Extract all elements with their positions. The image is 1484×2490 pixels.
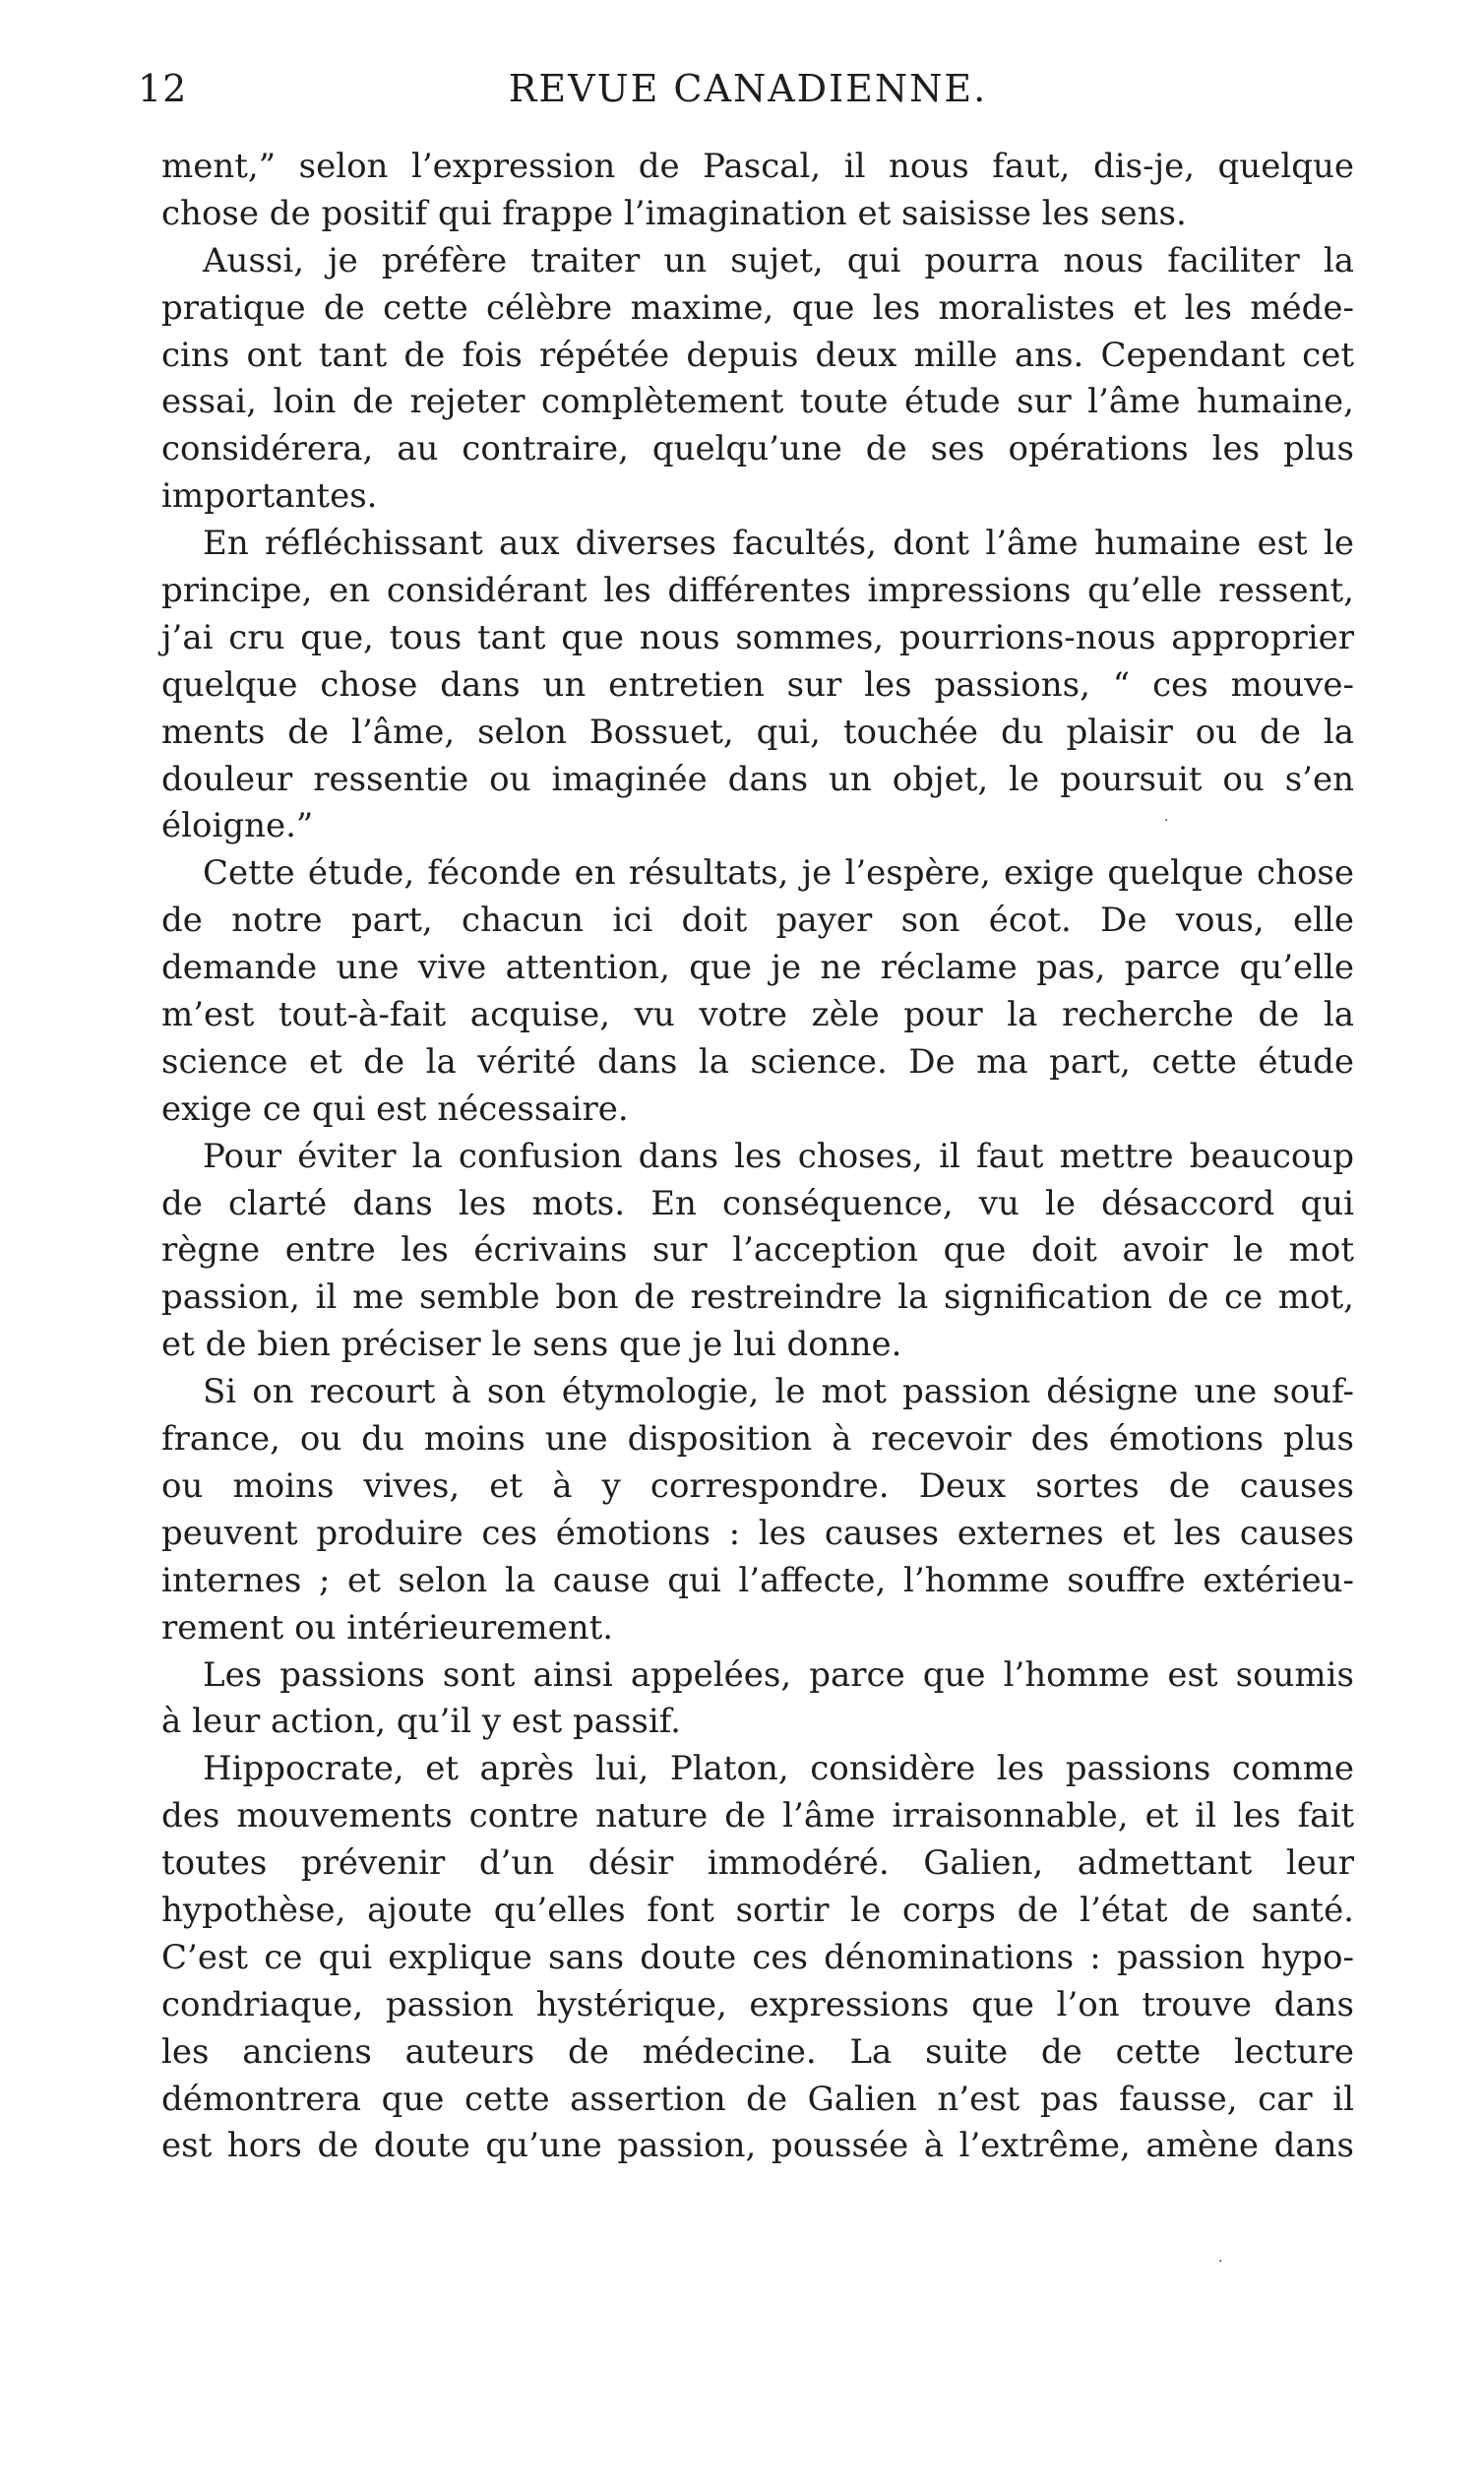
text-line: Cette étude, féconde en résultats, je l’espère, exige quelque chose (203, 853, 1354, 894)
paragraph (161, 1652, 1354, 1747)
text-line: ou moins vives, et à y correspondre. Deux sortes de causes (161, 1465, 1354, 1506)
text-line: de notre part, chacun ici doit payer son écot. De vous, elle (161, 901, 1354, 941)
text-line: passion, il me semble bon de restreindre la signification de ce mot, (161, 1277, 1354, 1318)
text-line: science et de la vérité dans la science. De ma part, cette étude (161, 1041, 1354, 1082)
text-line: importantes. (161, 476, 378, 517)
text-line: demande une vive attention, que je ne réclame pas, parce qu’elle (161, 948, 1354, 988)
text-line: Aussi, je préfère traiter un sujet, qui pourra nous faciliter la (203, 240, 1354, 280)
paragraph (161, 238, 1354, 521)
text-line: C’est ce qui explique sans doute ces dénominations : passion hypo- (161, 1937, 1354, 1977)
text-line: peuvent produire ces émotions : les causes externes et les causes (161, 1513, 1354, 1553)
paragraph (161, 1369, 1354, 1651)
text-line: quelque chose dans un entretien sur les passions, “ ces mouve- (161, 664, 1354, 705)
print-speck: · (1218, 2254, 1223, 2270)
text-line: considérera, au contraire, quelqu’une de ses opérations les plus (161, 429, 1354, 469)
text-line: toutes prévenir d’un désir immodéré. Galien, admettant leur (161, 1843, 1354, 1884)
text-line: En réfléchissant aux diverses facultés, dont l’âme humaine est le (203, 524, 1354, 564)
body-text (161, 144, 1354, 2170)
paragraph (161, 1134, 1354, 1369)
text-line: pratique de cette célèbre maxime, que les moralistes et les méde- (161, 287, 1354, 328)
text-line: exige ce qui est nécessaire. (161, 1089, 629, 1129)
text-line: ments de l’âme, selon Bossuet, qui, touchée du plaisir ou de la (161, 712, 1354, 752)
text-line: à leur action, qu’il y est passif. (161, 1702, 681, 1742)
text-line: démontrera que cette assertion de Galien n’est pas fausse, car il (161, 2079, 1354, 2119)
text-line: chose de positif qui frappe l’imagination et saisisse les sens. (161, 193, 1187, 233)
text-line: des mouvements contre nature de l’âme irraisonnable, et il les fait (161, 1796, 1354, 1836)
paragraph (161, 1746, 1354, 2170)
page-number: 12 (138, 67, 188, 110)
text-line: rement ou intérieurement. (161, 1607, 614, 1648)
text-line: principe, en considérant les différentes impressions qu’elle ressent, (161, 571, 1354, 611)
text-line: douleur ressentie ou imaginée dans un objet, le poursuit ou s’en (161, 759, 1354, 799)
text-line: france, ou du moins une disposition à recevoir des émotions plus (161, 1419, 1354, 1460)
text-line: Si on recourt à son étymologie, le mot passion désigne une souf- (203, 1372, 1354, 1412)
text-line: les anciens auteurs de médecine. La suite de cette lecture (161, 2031, 1354, 2072)
text-line: de clarté dans les mots. En conséquence, vu le désaccord qui (161, 1183, 1354, 1223)
text-line: cins ont tant de fois répétée depuis deux mille ans. Cependant cet (161, 335, 1354, 375)
text-line: est hors de doute qu’une passion, poussée à l’extrême, amène dans (161, 2126, 1354, 2166)
text-line: Pour éviter la confusion dans les choses, il faut mettre beaucoup (203, 1136, 1354, 1176)
journal-title: REVUE CANADIENNE. (508, 67, 988, 110)
text-line: Hippocrate, et après lui, Platon, considère les passions comme (203, 1749, 1354, 1789)
text-line: Les passions sont ainsi appelées, parce que l’homme est soumis (203, 1654, 1354, 1695)
text-line: internes ; et selon la cause qui l’affecte, l’homme souffre extérieu- (161, 1560, 1354, 1600)
print-speck: · (1164, 813, 1169, 829)
text-line: j’ai cru que, tous tant que nous sommes, pourrions-nous approprier (161, 617, 1354, 657)
paragraph (161, 521, 1354, 850)
text-line: hypothèse, ajoute qu’elles font sortir le corps de l’état de santé. (161, 1890, 1354, 1930)
text-line: condriaque, passion hystérique, expressions que l’on trouve dans (161, 1984, 1354, 2024)
text-line: et de bien préciser le sens que je lui donne. (161, 1325, 902, 1365)
running-head (138, 67, 1358, 126)
text-line: essai, loin de rejeter complètement toute étude sur l’âme humaine, (161, 382, 1354, 422)
paragraph (161, 144, 1354, 238)
text-line: éloigne.” (161, 806, 314, 846)
text-line: ment,” selon l’expression de Pascal, il nous faut, dis-je, quelque (161, 147, 1354, 186)
text-line: m’est tout-à-fait acquise, vu votre zèle pour la recherche de la (161, 995, 1354, 1035)
text-line: règne entre les écrivains sur l’acception que doit avoir le mot (161, 1230, 1354, 1271)
paragraph (161, 850, 1354, 1133)
